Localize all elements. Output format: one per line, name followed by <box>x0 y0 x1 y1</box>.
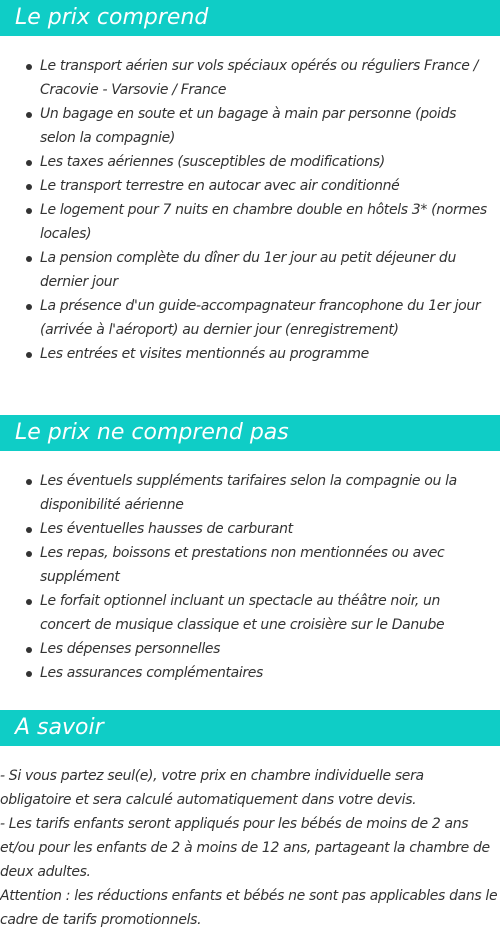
list-item: Les éventuels suppléments tarifaires selon la compagnie ou la disponibilité aérienne <box>0 469 500 517</box>
price-excludes-heading: Le prix ne comprend pas <box>0 415 500 451</box>
list-item: Les repas, boissons et prestations non mentionnées ou avec supplément <box>0 541 500 589</box>
list-item: Les dépenses personnelles <box>0 637 500 661</box>
info-paragraph-child-rates: - Les tarifs enfants seront appliqués pour les bébés de moins de 2 ans et/ou pour les enfants de 2 à moins de 12 ans, partageant la chambre de deux adultes. <box>0 816 490 880</box>
list-item: Les taxes aériennes (susceptibles de modifications) <box>0 150 500 174</box>
good-to-know-heading: A savoir <box>0 710 500 746</box>
price-includes-list <box>0 36 500 366</box>
price-excludes-section <box>0 415 500 685</box>
list-item: Le transport terrestre en autocar avec air conditionné <box>0 174 500 198</box>
good-to-know-section <box>0 710 500 932</box>
list-item: Le logement pour 7 nuits en chambre double en hôtels 3* (normes locales) <box>0 198 500 246</box>
list-item: Le transport aérien sur vols spéciaux opérés ou réguliers France / Cracovie - Varsovie / France <box>0 54 500 102</box>
good-to-know-body <box>0 746 500 932</box>
price-includes-heading: Le prix comprend <box>0 0 500 36</box>
price-includes-section <box>0 0 500 366</box>
list-item: Le forfait optionnel incluant un spectacle au théâtre noir, un concert de musique classique et une croisière sur le Danube <box>0 589 500 637</box>
list-item: La présence d'un guide-accompagnateur francophone du 1er jour (arrivée à l'aéroport) au dernier jour (enregistrement) <box>0 294 500 342</box>
list-item: Un bagage en soute et un bagage à main par personne (poids selon la compagnie) <box>0 102 500 150</box>
list-item: Les éventuelles hausses de carburant <box>0 517 500 541</box>
price-excludes-list <box>0 451 500 685</box>
list-item: Les assurances complémentaires <box>0 661 500 685</box>
info-paragraph-warning: Attention : les réductions enfants et bébés ne sont pas applicables dans le cadre de tarifs promotionnels. <box>0 888 498 928</box>
list-item: Les entrées et visites mentionnés au programme <box>0 342 500 366</box>
list-item: La pension complète du dîner du 1er jour au petit déjeuner du dernier jour <box>0 246 500 294</box>
info-paragraph-single-room: - Si vous partez seul(e), votre prix en chambre individuelle sera obligatoire et sera calculé automatiquement dans votre devis. <box>0 768 424 808</box>
